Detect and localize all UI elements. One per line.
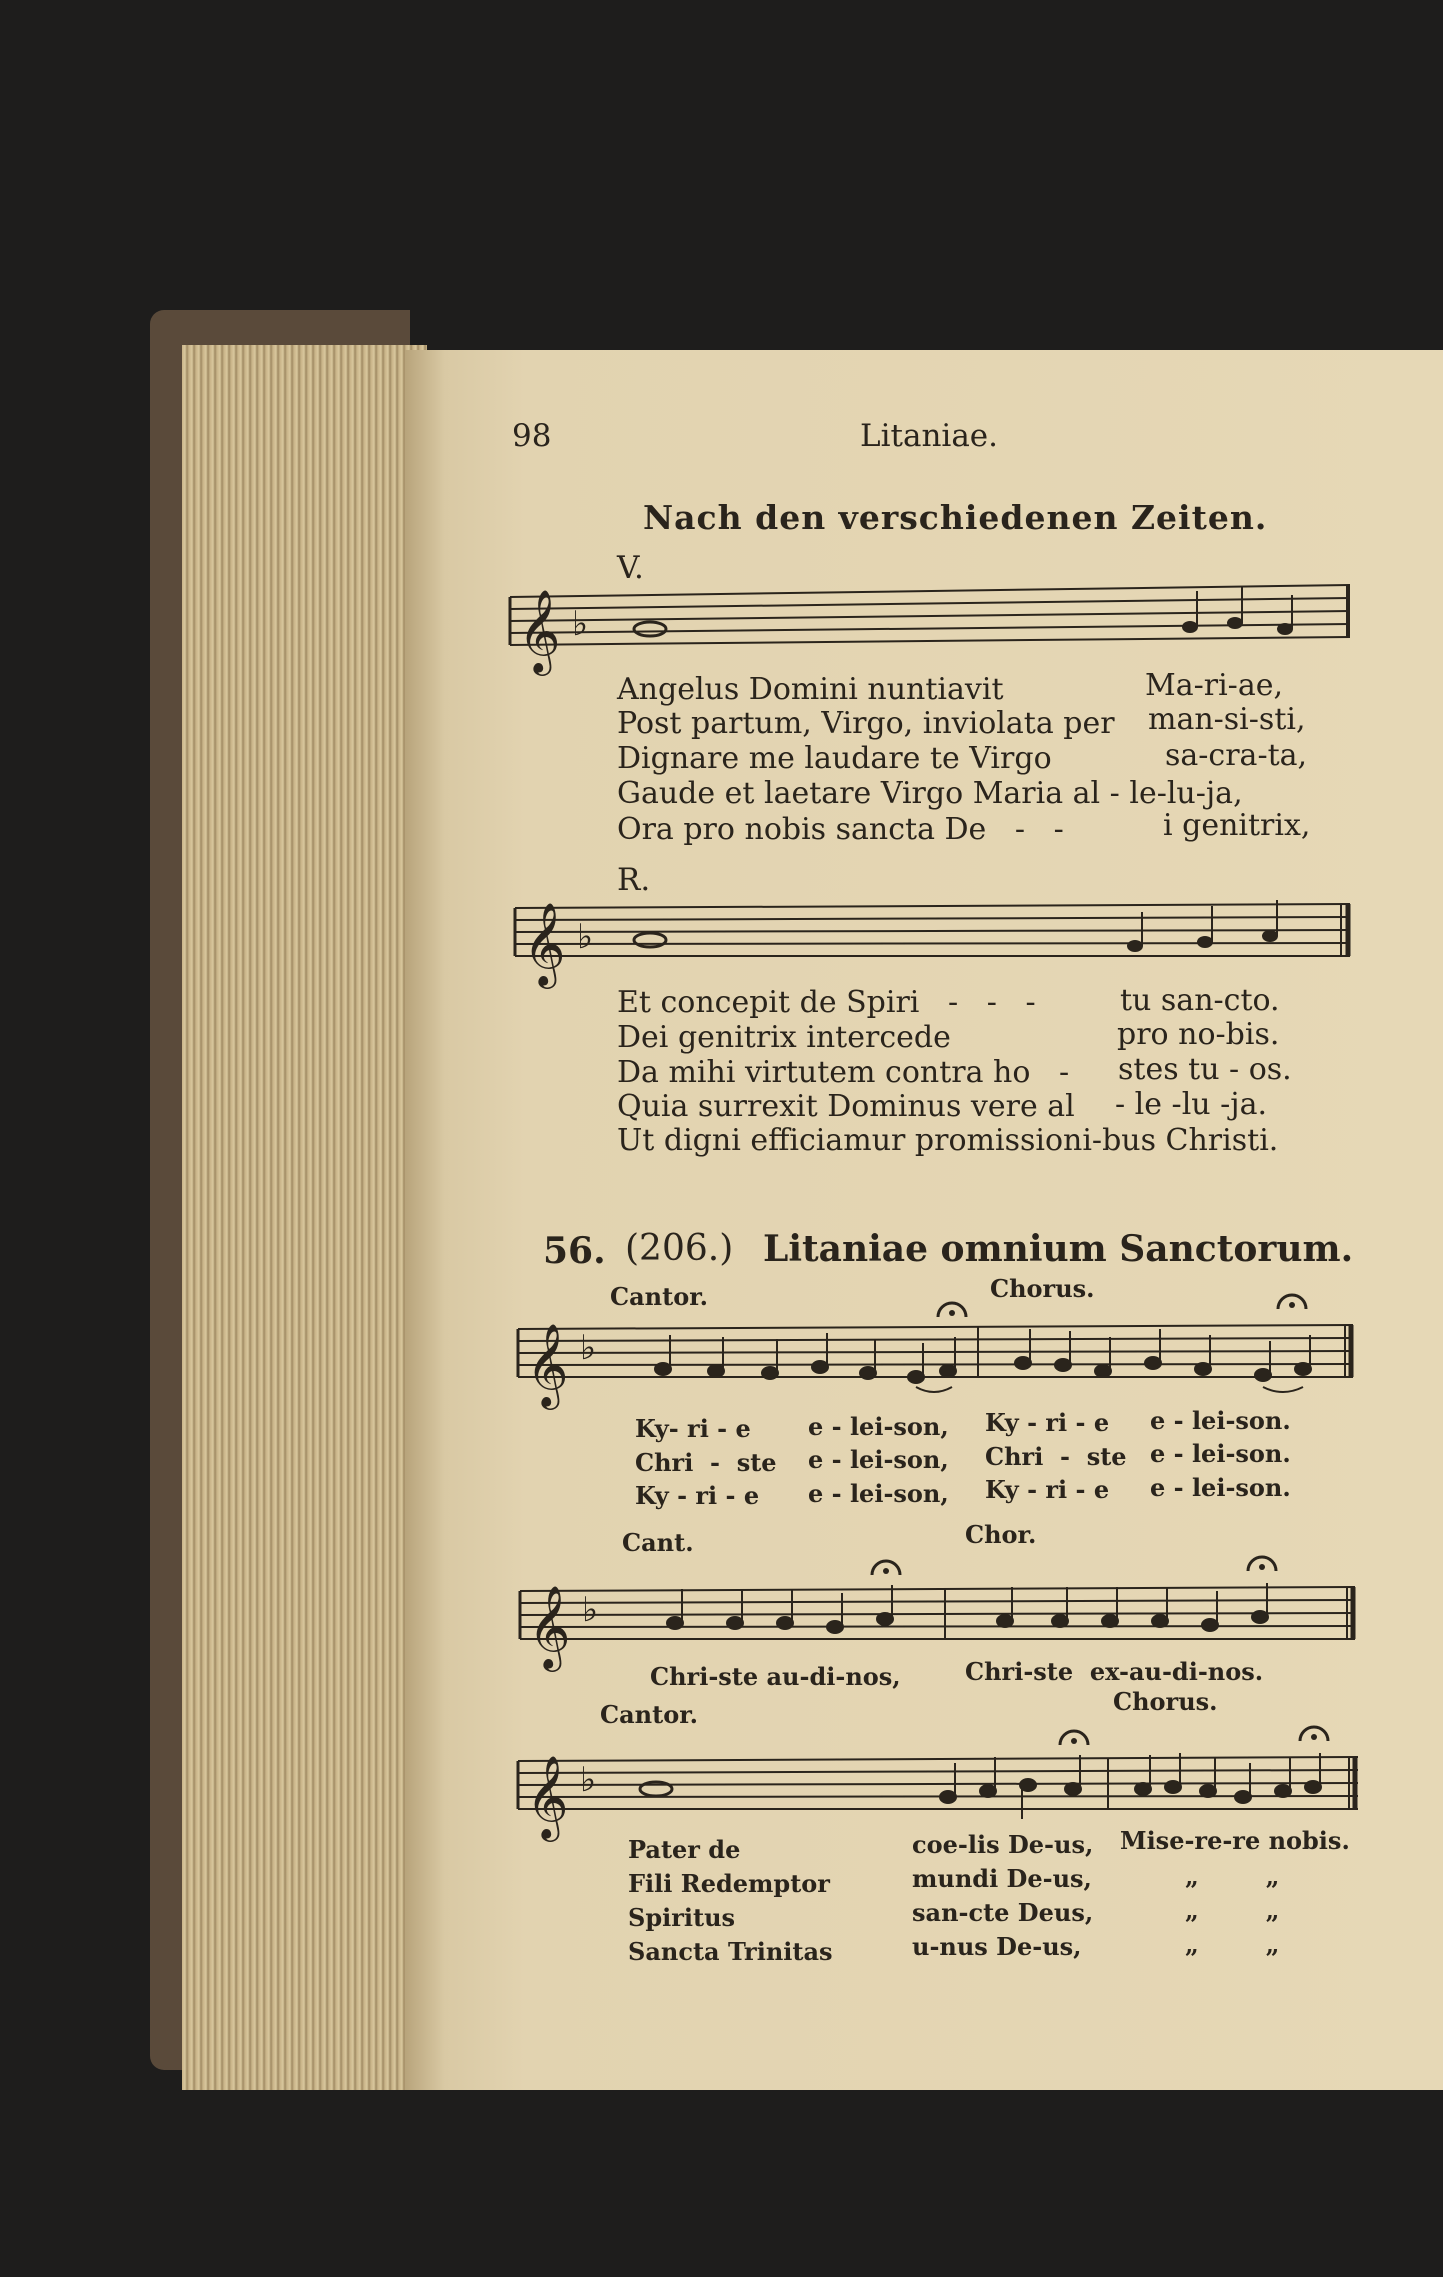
christe-chorus-lyric: Chri-ste ex-au-di-nos. [965,1657,1264,1686]
lyric-line: Da mihi virtutem contra ho - [617,1055,1070,1090]
lyric-line: Ky - ri - e [635,1481,760,1510]
lyric-line: Gaude et laetare Virgo Maria al - le-lu-ja, [617,776,1243,811]
lyric-line-end: stes tu - os. [1118,1052,1292,1087]
ditto-marks: „ „ [1185,1862,1280,1891]
lyric-line: Spiritus [628,1903,736,1932]
lyric-line: Ky - ri - e [985,1475,1110,1504]
lyric-line: u-nus De-us, [912,1932,1082,1961]
lyric-line: Pater de [628,1835,741,1864]
page-edges [182,345,427,2090]
lyric-line: Quia surrexit Dominus vere al [617,1089,1075,1124]
hymn-ref: (206.) [625,1228,734,1269]
lyric-line: Post partum, Virgo, inviolata per [617,706,1115,741]
lyric-line: Fili Redemptor [628,1869,830,1898]
svg-text:♭: ♭ [580,1760,597,1800]
staff-pater [518,1725,1358,1838]
lyric-line: Mise-re-re nobis. [1120,1826,1350,1855]
lyric-line-end: - le -lu -ja. [1115,1087,1268,1122]
lyric-line: e - lei-son, [808,1445,949,1474]
lyric-line: mundi De-us, [912,1864,1092,1893]
section-title: Nach den verschiedenen Zeiten. [643,498,1268,537]
lyric-line: Et concepit de Spiri - - - [617,985,1036,1020]
cantor-label-2: Cantor. [600,1700,698,1729]
lyric-line-end: tu san-cto. [1120,983,1280,1018]
lyric-line-end: i genitrix, [1163,808,1311,843]
lyric-line-end: Ma-ri-ae, [1145,668,1283,703]
hymn-title: Litaniae omnium Sanctorum. [763,1228,1354,1270]
lyric-line: e - lei-son. [1150,1473,1291,1502]
lyric-line: Ora pro nobis sancta De - - [617,812,1064,847]
lyric-line: e - lei-son, [808,1412,949,1441]
lyric-line: Dignare me laudare te Virgo [617,741,1052,776]
running-head: Litaniae. [860,418,999,454]
lyric-line-end: pro no-bis. [1117,1017,1280,1052]
lyric-line: Dei genitrix intercede [617,1020,951,1055]
ditto-marks: „ „ [1185,1930,1280,1959]
staff-christe [520,1555,1355,1668]
svg-text:𝄞: 𝄞 [526,1322,569,1406]
lyric-line: Ut digni efficiamur promissioni-bus Christi. [617,1123,1279,1158]
lyric-line: Sancta Trinitas [628,1937,833,1966]
chorus-label-2: Chorus. [1113,1687,1218,1716]
lyric-line: e - lei-son. [1150,1406,1291,1435]
lyric-line-end: sa-cra-ta, [1165,738,1308,773]
lyric-line: Chri - ste [635,1448,777,1477]
ditto-marks: „ „ [1185,1896,1280,1925]
page-number: 98 [512,418,552,454]
lyric-line: e - lei-son, [808,1479,949,1508]
lyric-line: Chri - ste [985,1442,1127,1471]
response-label: R. [617,862,651,898]
svg-text:♭: ♭ [572,604,589,644]
versicle-label: V. [617,550,644,586]
christe-cantor-lyric: Chri-ste au-di-nos, [650,1662,901,1691]
lyric-line: e - lei-son. [1150,1439,1291,1468]
lyric-line-end: man-si-sti, [1148,702,1306,737]
svg-text:♭: ♭ [577,917,594,957]
lyric-line: san-cte Deus, [912,1898,1094,1927]
hymn-number: 56. [543,1230,606,1272]
svg-text:𝄞: 𝄞 [528,1584,571,1668]
lyric-line: Angelus Domini nuntiavit [617,672,1004,707]
cant-label: Cant. [622,1528,694,1557]
lyric-line: Ky- ri - e [635,1414,751,1443]
svg-text:♭: ♭ [582,1590,599,1630]
svg-text:𝄞: 𝄞 [518,588,561,672]
chor-label: Chor. [965,1520,1037,1549]
cantor-label: Cantor. [610,1282,708,1311]
svg-text:♭: ♭ [580,1328,597,1368]
lyric-line: Ky - ri - e [985,1408,1110,1437]
staff-kyrie [518,1305,1353,1405]
lyric-line: coe-lis De-us, [912,1830,1094,1859]
svg-text:𝄞: 𝄞 [523,901,566,985]
chorus-label: Chorus. [990,1274,1095,1303]
svg-text:𝄞: 𝄞 [526,1754,569,1838]
